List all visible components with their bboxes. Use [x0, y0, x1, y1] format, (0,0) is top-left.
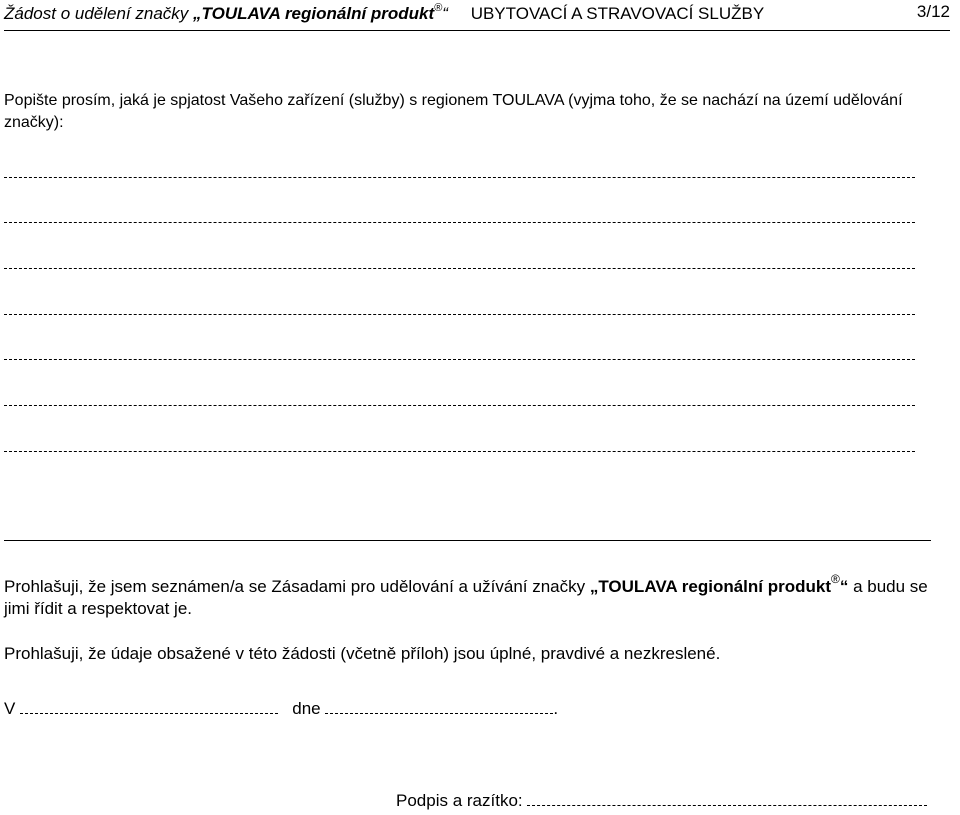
answer-line[interactable] [4, 405, 915, 406]
header-divider [4, 30, 950, 31]
signature-label: Podpis a razítko: [396, 791, 523, 810]
declaration-rules [4, 568, 934, 620]
date-end: . [553, 699, 559, 718]
section-divider [4, 540, 931, 541]
answer-line[interactable] [4, 359, 915, 360]
place-field[interactable] [20, 699, 278, 714]
header-title-product: „TOULAVA regionální produkt [193, 4, 435, 23]
header-registered-mark: ® [434, 2, 443, 14]
declaration-quote: “ [839, 577, 849, 596]
place-date-row [4, 698, 558, 720]
answer-line[interactable] [4, 451, 915, 452]
header-title-close: “ [442, 4, 448, 23]
answer-line[interactable] [4, 222, 915, 223]
signature-row [396, 790, 927, 812]
header-title-prefix: Žádost o udělení značky [4, 4, 194, 23]
declaration-registered-mark: ® [831, 572, 840, 586]
answer-line[interactable] [4, 177, 915, 178]
answer-line[interactable] [4, 314, 915, 315]
question-text: Popište prosím, jaká je spjatost Vašeho zařízení (služby) s regionem TOULAVA (vyjma toho, že se nachází na území udělování značky): [4, 92, 903, 131]
date-field[interactable] [325, 699, 553, 714]
declaration-rules-suffix: a budu se jimi řídit a respektovat je. [4, 577, 928, 618]
signature-field[interactable] [527, 791, 927, 806]
page-header [4, 2, 950, 24]
header-section: UBYTOVACÍ A STRAVOVACÍ SLUŽBY [470, 4, 765, 23]
declaration-truth: Prohlašuji, že údaje obsažené v této žádosti (včetně příloh) jsou úplné, pravdivé a nezkreslené. [4, 644, 721, 663]
place-label: V [4, 699, 16, 718]
answer-line[interactable] [4, 268, 915, 269]
declaration-rules-prefix: Prohlašuji, že jsem seznámen/a se Zásadami pro udělování a užívání značky [4, 577, 590, 596]
date-label: dne [292, 699, 321, 718]
page-number: 3/12 [916, 2, 950, 21]
declaration-rules-brand: „TOULAVA regionální produkt [589, 577, 832, 596]
